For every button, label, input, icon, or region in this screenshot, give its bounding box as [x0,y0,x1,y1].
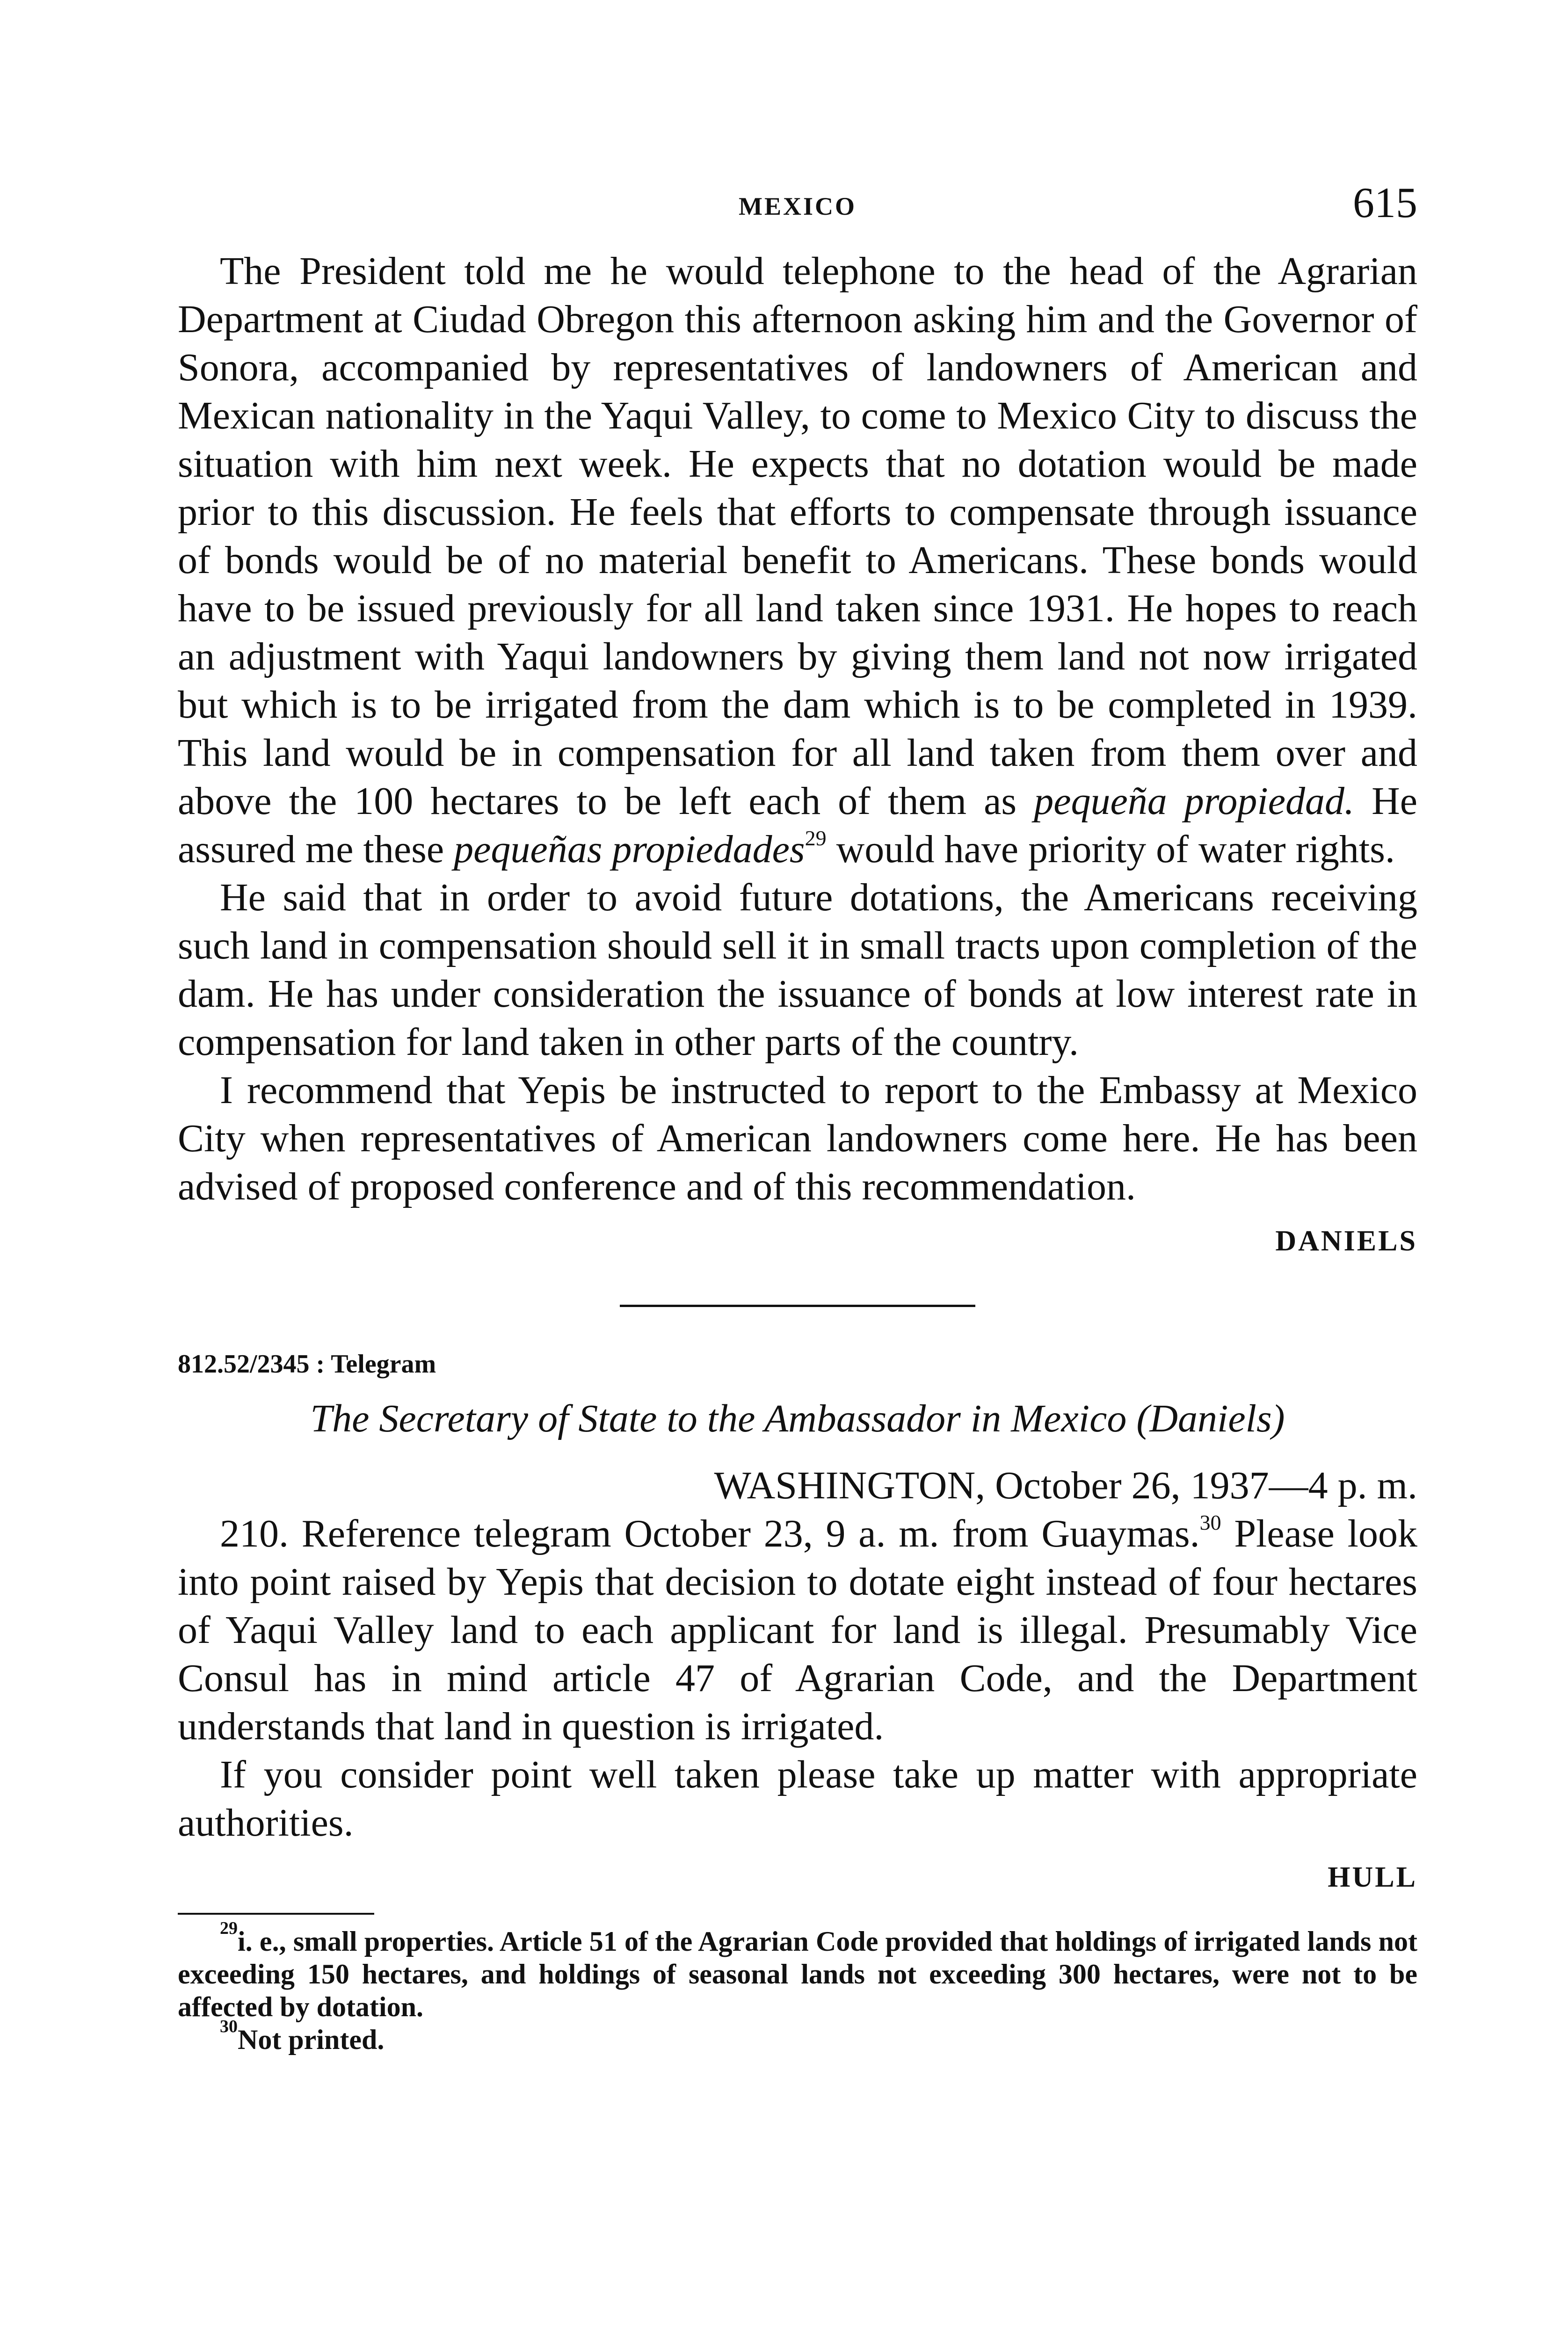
footnote-text: Not printed. [238,2024,385,2055]
paragraph: He said that in order to avoid future dotations, the Americans receiving such land in compensation should sell it in small tracts upon completion of the dam. He has under consideration the issuance of bonds at low interest rate in compensation for land taken in other parts of the country. [178,876,1417,1064]
footnote-ref: 30 [1199,1511,1221,1534]
dateline-place: WASHINGTON, [714,1464,986,1507]
dateline [178,1461,1417,1510]
footnote [178,1918,1417,2023]
footnote-mark: 30 [220,2017,238,2036]
paragraph-text: 210. Reference telegram October 23, 9 a. m. from Guaymas. [220,1512,1200,1555]
footnote-text: i. e., small properties. Article 51 of the Agrarian Code provided that holdings of irrigated lands not exceeding 150 hectares, and holdings of seasonal lands not exceeding 300 hectares, were not to be affected by dotation. [178,1926,1417,2022]
running-title: MEXICO [739,192,857,220]
paragraph [178,247,1417,873]
paragraph-text: He assured me these [178,779,1418,871]
paragraph-text: would have priority of water rights. [836,828,1395,871]
running-header [178,178,1417,229]
section-divider [620,1305,975,1307]
paragraph: I recommend that Yepis be instructed to report to the Embassy at Mexico City when representatives of American landowners come here. He has been advised of proposed conference and of this recommendation. [178,1068,1417,1208]
signature: HULL [1328,1861,1417,1893]
footnote-ref: 29 [805,826,827,850]
footnote-mark: 29 [220,1918,238,1938]
document-heading: The Secretary of State to the Ambassador in Mexico (Daniels) [310,1397,1285,1440]
paragraph-text: The President told me he would telephone to the head of the Agrarian Department at Ciudad Obregon this afternoon asking him and the Governor of Sonora, accompanied by representatives of landowners of American and Mexican nationality in the Yaqui Valley, to come to Mexico City to discuss the situation with him next week. He expects that no dotation would be made prior to this discussion. He feels that efforts to compensate through issuance of bonds would be of no material benefit to Americans. These bonds would have to be issued previously for all land taken since 1931. He hopes to reach an adjustment with Yaqui landowners by giving them land not now irrigated but which is to be irrigated from the dam which is to be completed in 1939. This land would be in compensation for all land taken from them over and above the 100 hectares to be left each of them as [178,249,1417,823]
signature: DANIELS [1275,1225,1417,1257]
footnote-divider [178,1913,374,1915]
document-page [178,178,1417,2056]
paragraph: If you consider point well taken please take up matter with appropriate authorities. [178,1753,1417,1845]
file-reference: 812.52/2345 : Telegram [178,1350,436,1379]
footnote [178,2017,1417,2056]
dateline-date: October 26, 1937—4 p. m. [995,1464,1417,1507]
page-number: 615 [1353,179,1417,226]
italic-term: pequeña propiedad. [1034,779,1354,823]
paragraph [178,1510,1417,1751]
letter-body [178,247,1417,1258]
telegram [178,1349,1417,1894]
footnotes [178,1918,1417,2056]
italic-term: pequeñas propiedades [454,828,805,871]
paragraph-text: Please look into point raised by Yepis that decision to dotate eight instead of four hectares of Yaqui Valley land to each applicant for land is illegal. Presumably Vice Consul has in mind article 47 of Agrarian Code, and the Department understands that land in question is irrigated. [178,1512,1417,1748]
